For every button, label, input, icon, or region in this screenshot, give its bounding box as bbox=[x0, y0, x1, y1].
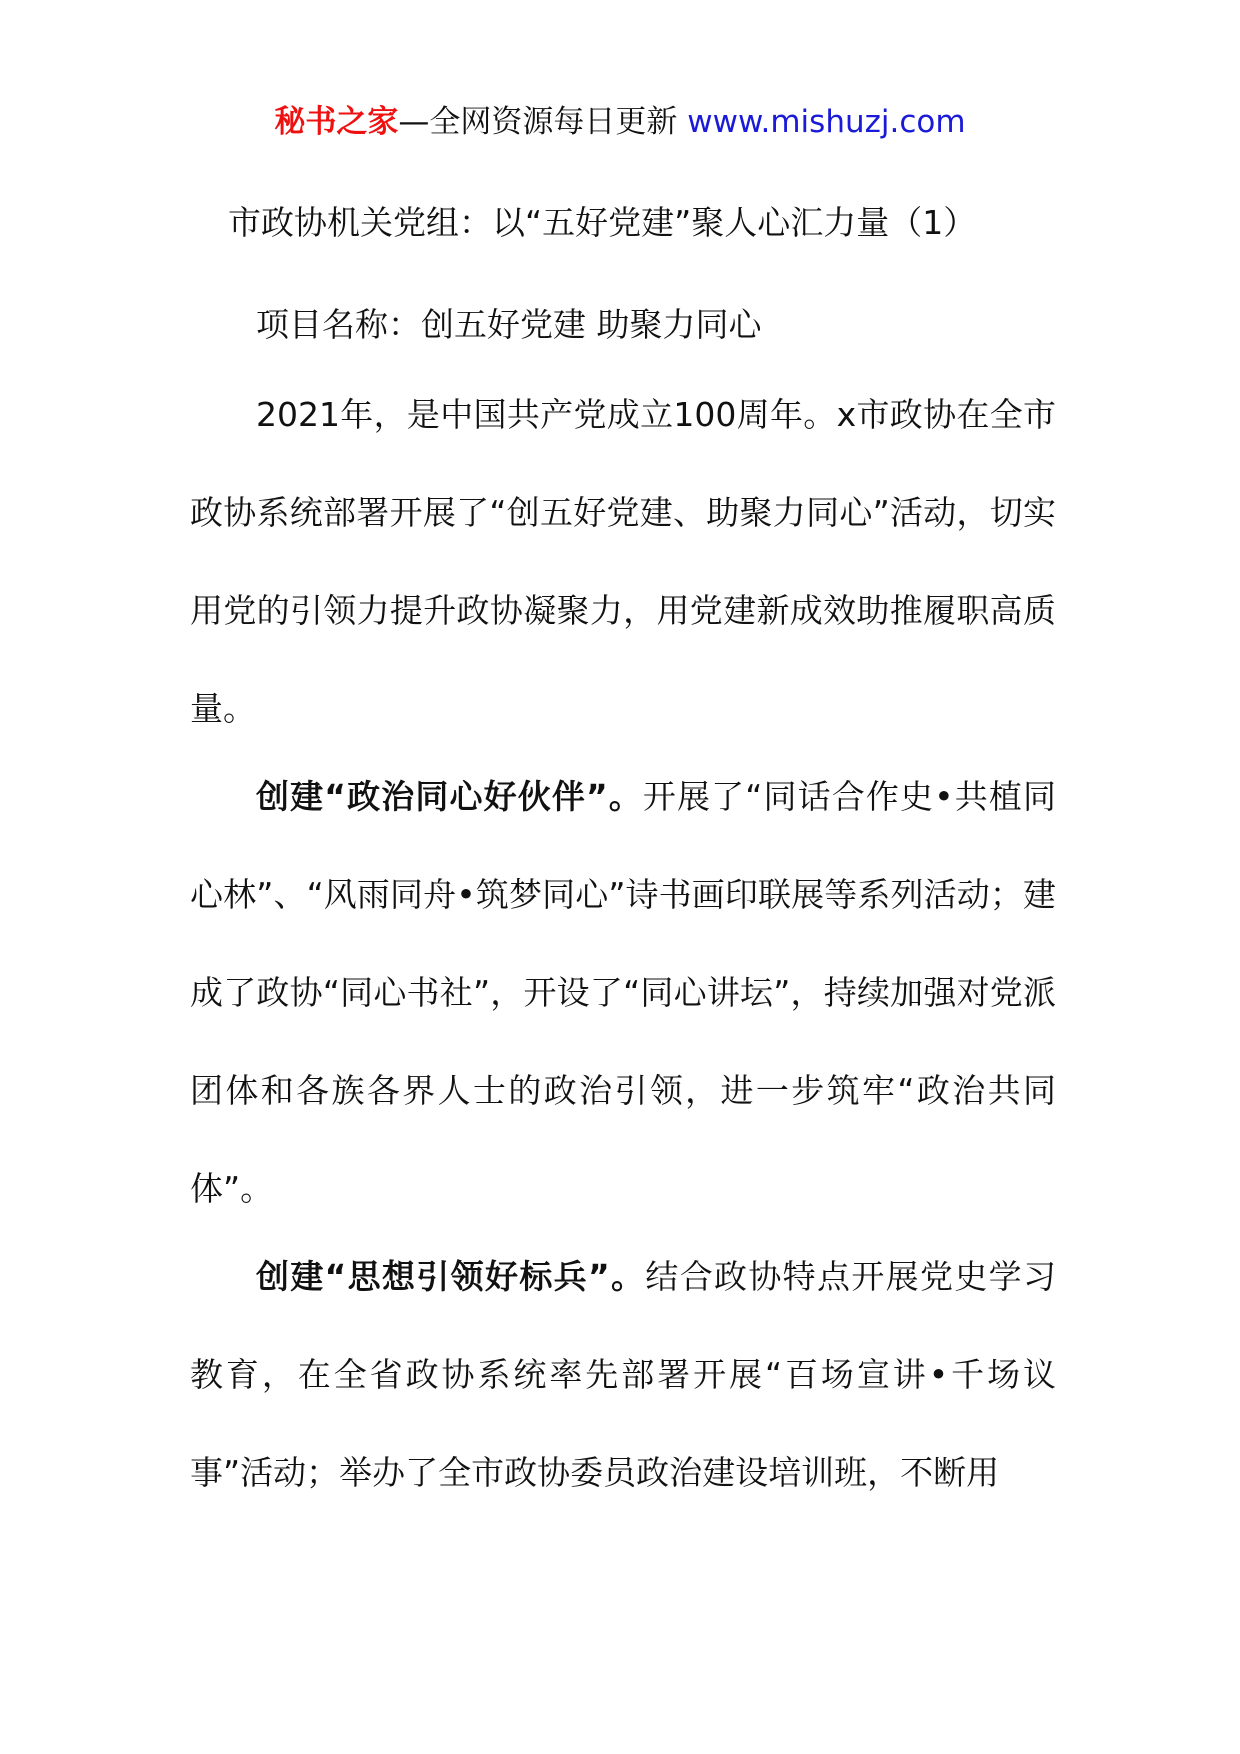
site-header bbox=[0, 100, 1240, 144]
project-name: 项目名称：创五好党建 助聚力同心 bbox=[256, 305, 762, 344]
site-url-link[interactable]: www.mishuzj.com bbox=[687, 104, 966, 140]
paragraph-thought-leader bbox=[190, 1228, 1056, 1522]
paragraph-text bbox=[190, 366, 1056, 758]
paragraph-body: 2021年，是中国共产党成立100周年。x市政协在全市政协系统部署开展了“创五好党建、助聚力同心”活动，切实用党的引领力提升政协凝聚力，用党建新成效助推履职高质量。 bbox=[190, 395, 1056, 728]
paragraph-lead: 创建“政治同心好伙伴”。 bbox=[256, 777, 643, 816]
paragraph-body: 开展了“同话合作史•共植同心林”、“风雨同舟•筑梦同心”诗书画印联展等系列活动；建成了政协“同心书社”，开设了“同心讲坛”，持续加强对党派团体和各族各界人士的政治引领，进一步筑牢“政治共同体”。 bbox=[190, 777, 1056, 1208]
brand-name: 秘书之家 bbox=[274, 104, 399, 140]
paragraph-lead: 创建“思想引领好标兵”。 bbox=[256, 1257, 646, 1296]
header-tagline: —全网资源每日更新 bbox=[398, 104, 688, 140]
paragraph-text bbox=[190, 748, 1056, 1238]
paragraph-body: 结合政协特点开展党史学习教育，在全省政协系统率先部署开展“百场宣讲•千场议事”活动；举办了全市政协委员政治建设培训班，不断用 bbox=[190, 1257, 1056, 1492]
paragraph-text bbox=[190, 1228, 1056, 1522]
document-title: 市政协机关党组：以“五好党建”聚人心汇力量（1） bbox=[228, 203, 977, 242]
paragraph-political-partner bbox=[190, 748, 1056, 1238]
paragraph-intro bbox=[190, 366, 1056, 758]
